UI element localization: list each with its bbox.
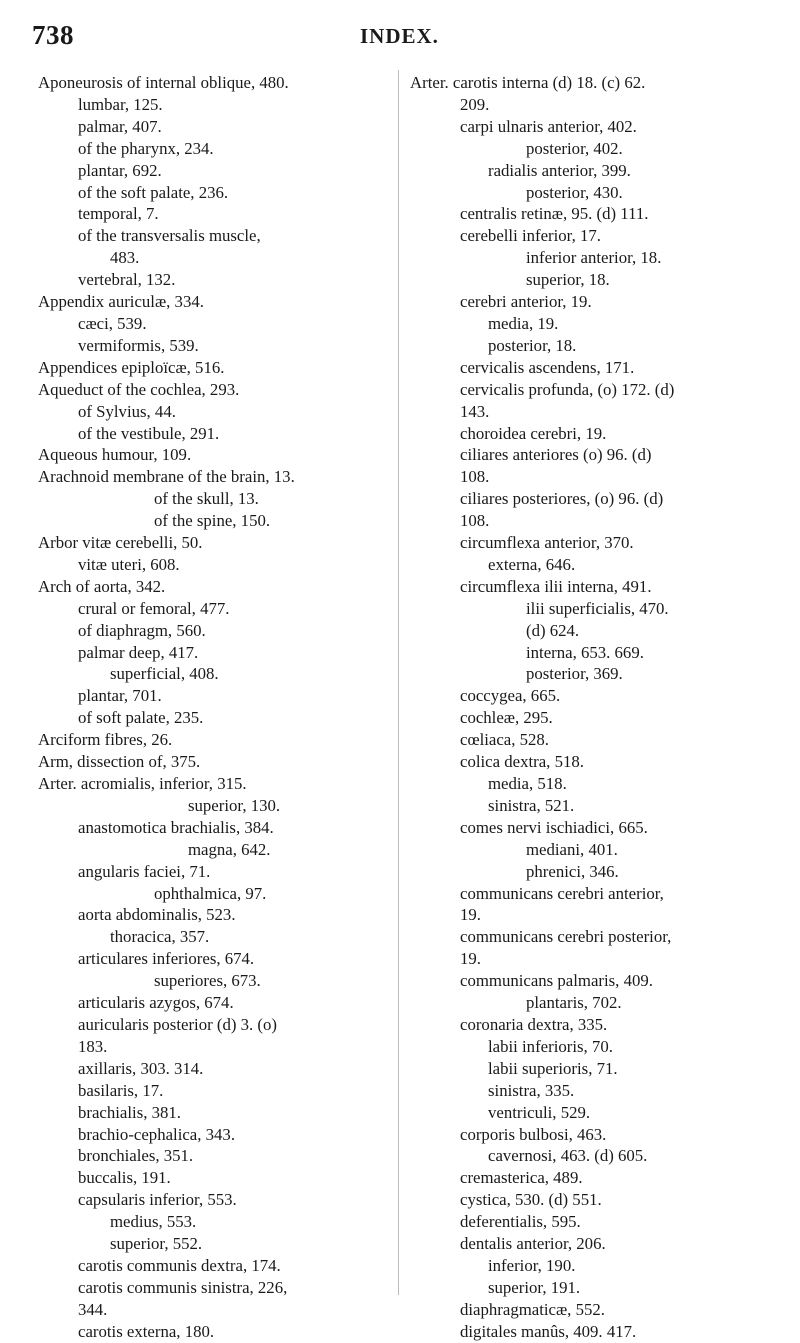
index-entry: of the spine, 150. — [154, 511, 271, 531]
index-entry: posterior, 430. — [526, 182, 623, 202]
index-entry: cervicalis ascendens, 171. — [460, 357, 635, 377]
index-entry: palmar, 407. — [78, 116, 162, 136]
index-entry: (d) 624. — [526, 620, 580, 640]
index-entry: Arciform fibres, 26. — [38, 730, 173, 750]
index-entry: ophthalmica, 97. — [154, 883, 267, 903]
index-entry: inferior, 190. — [488, 1255, 576, 1275]
index-entry: crural or femoral, 477. — [78, 598, 230, 618]
index-entry: aorta abdominalis, 523. — [78, 905, 236, 925]
index-entry: carotis externa, 180. — [78, 1321, 215, 1341]
index-entry: ventriculi, 529. — [488, 1102, 591, 1122]
index-column-left — [38, 72, 390, 1343]
index-entry: 209. — [460, 94, 490, 114]
index-entry: anastomotica brachialis, 384. — [78, 817, 274, 837]
index-entry: ciliares posteriores, (o) 96. (d) — [460, 489, 664, 509]
index-entry: angularis faciei, 71. — [78, 861, 211, 881]
index-entry: of the vestibule, 291. — [78, 423, 220, 443]
index-entry: 19. — [460, 905, 481, 925]
index-entry: cystica, 530. (d) 551. — [460, 1190, 602, 1210]
running-head: INDEX. — [360, 24, 439, 48]
index-entry: media, 518. — [488, 774, 567, 793]
index-entry: magna, 642. — [188, 839, 271, 859]
index-entry: of diaphragm, 560. — [78, 620, 206, 640]
index-entry: medius, 553. — [110, 1212, 197, 1232]
index-entry: circumflexa ilii interna, 491. — [460, 576, 652, 596]
index-entry: brachialis, 381. — [78, 1102, 181, 1122]
index-entry: superficial, 408. — [110, 664, 219, 684]
index-entry: superior, 130. — [188, 795, 281, 815]
index-entry: 143. — [460, 401, 490, 421]
index-entry: sinistra, 335. — [488, 1080, 575, 1100]
index-entry: Arachnoid membrane of the brain, 13. — [38, 467, 295, 487]
index-entry: superior, 18. — [526, 270, 610, 290]
index-entry: Aqueous humour, 109. — [38, 445, 192, 465]
index-entry: cerebri anterior, 19. — [460, 292, 592, 312]
index-entry: communicans palmaris, 409. — [460, 971, 653, 991]
index-entry: interna, 653. 669. — [526, 642, 644, 662]
index-entry: vertebral, 132. — [78, 270, 176, 290]
index-entry: sinistra, 521. — [488, 795, 575, 815]
index-entry: Arch of aorta, 342. — [38, 576, 166, 596]
index-entry: palmar deep, 417. — [78, 642, 199, 662]
index-entry: of the soft palate, 236. — [78, 182, 229, 202]
index-entry: Arter. carotis interna (d) 18. (c) 62. — [410, 73, 646, 92]
index-entry: Aqueduct of the cochlea, 293. — [38, 379, 240, 399]
index-entry: articulares inferiores, 674. — [78, 949, 255, 969]
index-entry: Arm, dissection of, 375. — [38, 752, 201, 772]
index-entry: of soft palate, 235. — [78, 708, 204, 728]
index-entry: phrenici, 346. — [526, 861, 619, 881]
index-entry: posterior, 369. — [526, 664, 623, 684]
index-entry: of the transversalis muscle, — [78, 226, 261, 246]
index-entry: diaphragmaticæ, 552. — [460, 1299, 605, 1319]
index-entry: coronaria dextra, 335. — [460, 1014, 608, 1034]
index-entry: lumbar, 125. — [78, 94, 163, 114]
index-entry: deferentialis, 595. — [460, 1212, 581, 1232]
index-entry: posterior, 18. — [488, 335, 577, 355]
index-entry: vitæ uteri, 608. — [78, 554, 180, 574]
index-entry: circumflexa anterior, 370. — [460, 533, 634, 553]
index-entry: comes nervi ischiadici, 665. — [460, 817, 648, 837]
index-entry: of Sylvius, 44. — [78, 401, 176, 421]
index-entry: auricularis posterior (d) 3. (o) — [78, 1014, 277, 1034]
index-entry: cæci, 539. — [78, 313, 147, 333]
index-entry: temporal, 7. — [78, 204, 159, 224]
index-entry: Arter. acromialis, inferior, 315. — [38, 774, 247, 793]
page-number: 738 — [32, 20, 74, 50]
index-entry: plantaris, 702. — [526, 993, 622, 1013]
index-entry: capsularis inferior, 553. — [78, 1190, 237, 1210]
index-entry: cervicalis profunda, (o) 172. (d) — [460, 379, 675, 399]
index-entry: brachio-cephalica, 343. — [78, 1124, 236, 1144]
index-entry: Arbor vitæ cerebelli, 50. — [38, 533, 203, 553]
index-entry: cavernosi, 463. (d) 605. — [488, 1146, 648, 1166]
index-entry: dentalis anterior, 206. — [460, 1234, 606, 1254]
index-entry: Appendices epiploïcæ, 516. — [38, 357, 225, 377]
index-entry: plantar, 701. — [78, 686, 162, 706]
index-entry: posterior, 402. — [526, 138, 623, 158]
index-entry: 344. — [78, 1299, 108, 1319]
index-entry: buccalis, 191. — [78, 1168, 171, 1188]
index-entry: articularis azygos, 674. — [78, 993, 234, 1013]
index-entry: axillaris, 303. 314. — [78, 1058, 204, 1078]
index-entry: ciliares anteriores (o) 96. (d) — [460, 445, 652, 465]
index-entry: 483. — [110, 248, 140, 268]
index-entry: 183. — [78, 1036, 108, 1056]
index-column-right — [410, 72, 792, 1343]
index-entry: radialis anterior, 399. — [488, 160, 631, 180]
index-entry: of the pharynx, 234. — [78, 138, 214, 158]
index-entry: thoracica, 357. — [110, 927, 210, 947]
index-entry: cremasterica, 489. — [460, 1168, 583, 1188]
index-entry: superior, 552. — [110, 1234, 203, 1254]
index-entry: communicans cerebri posterior, — [460, 927, 672, 947]
index-entry: mediani, 401. — [526, 839, 618, 859]
index-entry: of the skull, 13. — [154, 489, 259, 509]
index-entry: communicans cerebri anterior, — [460, 883, 664, 903]
index-entry: labii inferioris, 70. — [488, 1036, 613, 1056]
column-divider — [398, 70, 399, 1295]
index-entry: centralis retinæ, 95. (d) 111. — [460, 204, 649, 224]
index-entry: cochleæ, 295. — [460, 708, 553, 728]
index-entry: coccygea, 665. — [460, 686, 561, 706]
index-entry: plantar, 692. — [78, 160, 162, 180]
index-entry: superiores, 673. — [154, 971, 261, 991]
index-entry: 108. — [460, 467, 490, 487]
index-entry: cœliaca, 528. — [460, 730, 549, 750]
index-entry: carotis communis dextra, 174. — [78, 1255, 281, 1275]
index-entry: vermiformis, 539. — [78, 335, 199, 355]
index-entry: corporis bulbosi, 463. — [460, 1124, 607, 1144]
index-entry: carpi ulnaris anterior, 402. — [460, 116, 637, 136]
index-entry: choroidea cerebri, 19. — [460, 423, 607, 443]
index-entry: 108. — [460, 511, 490, 531]
index-entry: digitales manûs, 409. 417. — [460, 1321, 637, 1341]
index-entry: bronchiales, 351. — [78, 1146, 194, 1166]
index-entry: media, 19. — [488, 313, 559, 333]
index-entry: colica dextra, 518. — [460, 752, 584, 772]
index-entry: labii superioris, 71. — [488, 1058, 618, 1078]
index-entry: Aponeurosis of internal oblique, 480. — [38, 73, 289, 92]
index-entry: 19. — [460, 949, 481, 969]
index-entry: cerebelli inferior, 17. — [460, 226, 601, 246]
index-entry: ilii superficialis, 470. — [526, 598, 669, 618]
index-entry: superior, 191. — [488, 1277, 581, 1297]
index-entry: inferior anterior, 18. — [526, 248, 662, 268]
index-entry: externa, 646. — [488, 554, 576, 574]
index-entry: carotis communis sinistra, 226, — [78, 1277, 288, 1297]
index-entry: Appendix auriculæ, 334. — [38, 292, 204, 312]
index-entry: basilaris, 17. — [78, 1080, 164, 1100]
